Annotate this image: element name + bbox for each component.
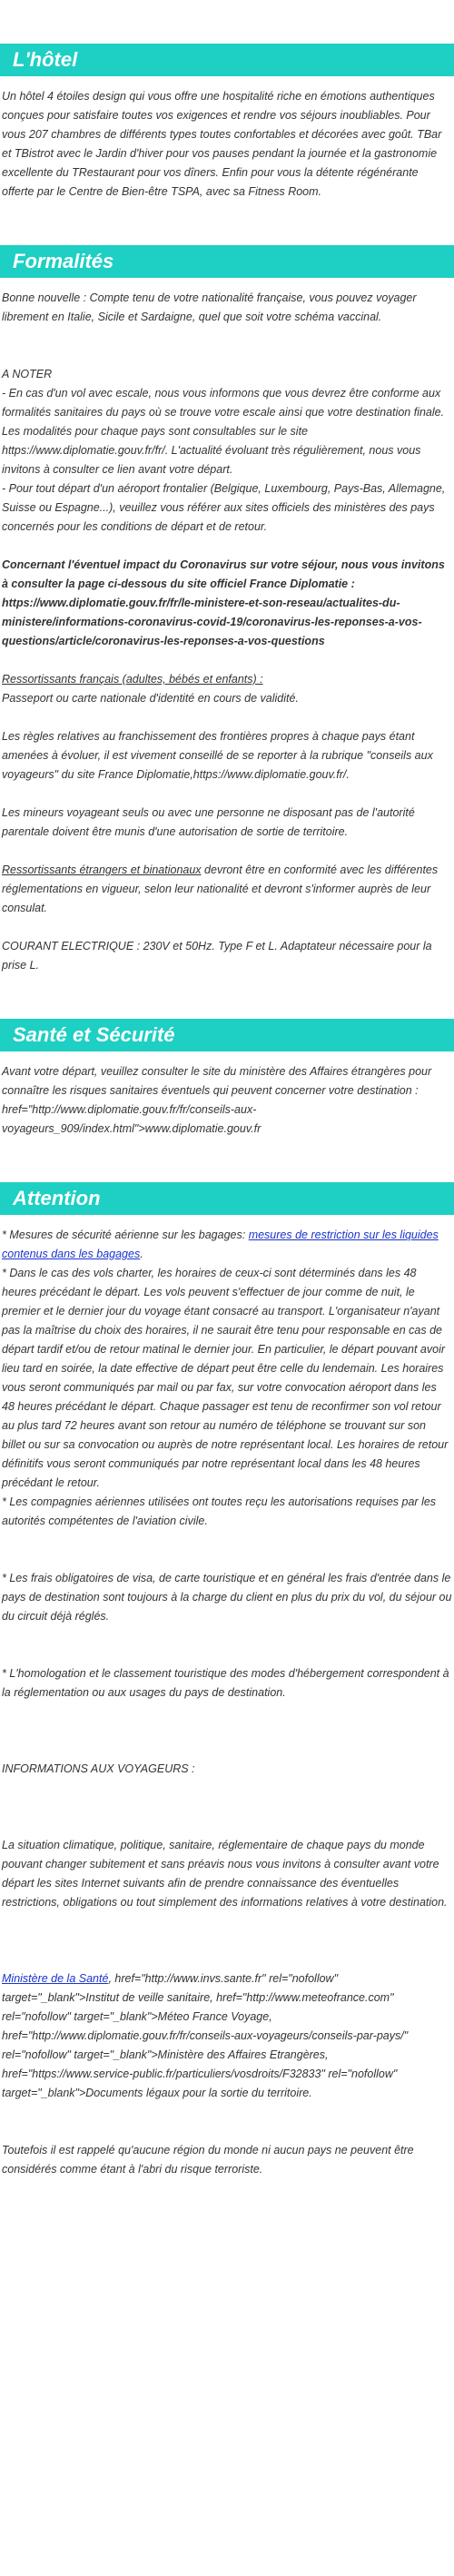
formalites-intro: Bonne nouvelle : Compte tenu de votre nationalité française, vous pouvez voyager librement en Italie, Sicile et Sardaigne, quel que soit votre schéma vaccinal. [2,291,417,323]
hotel-section [0,44,454,202]
ressortissants-etrangers-label: Ressortissants étrangers et binationaux [2,864,202,876]
situation-pays-notice: La situation climatique, politique, sanitaire, réglementaire de chaque pays du monde pouvant changer subitement et sans préavis nous vous invitons à consulter avant votre départ les sites Internet suivants afin de prendre connaissance des éventuelles restrictions, obligations ou tout simplement des informations relatives à votre destination. [2,1839,448,1909]
ressortissants-etrangers-text: devront être en conformité avec les différentes réglementations en vigueur, selon leur nationalité et devront s'informer auprès de leur consulat. [2,864,439,914]
hotel-description: Un hôtel 4 étoiles design qui vous offre une hospitalité riche en émotions authentiques conçues pour satisfaire toutes vos exigences et rendre vos séjours inoubliables. Pour vous 207 chambres de différents types toutes confortables et décorées avec goût. TBar et TBistrot avec le Jardin d'hiver pour vos pauses pendant la journée et la gastronomie excellente du TRestaurant pour vos dîners. Enfin pour vous la détente régénérante offerte par le Centre de Bien-être TSPA, avec sa Fitness Room. [2,90,442,198]
frais-visa-notice: * Les frais obligatoires de visa, de carte touristique et en général les frais d'entrée dans le pays de destination sont toujours à la charge du client en plus du prix du vol, du séjour ou du circuit déjà réglés. [2,1572,452,1623]
vols-charter-notice: * Dans le cas des vols charter, les horaires de ceux-ci sont déterminés dans les 48 heures précédant le départ. Les vols peuvent s'effectuer de jour comme de nuit, le premier et le dernier jour du voyage étant consacré au transport. L'organisateur n'ayant pas la maîtrise du choix des horaires, il ne saurait être tenu pour responsable en cas de départ tardif et/ou de retour matinal le dernier jour. En particulier, le départ pouvant avoir lieu tard en soirée, la date effective de départ peut être celle du lendemain. Les horaires vous seront communiqués par mail ou par fax, sur votre convocation aéroport dans les 48 heures précédant le départ. Chaque passager est tenu de reconfirmer son vol retour au plus tard 72 heures avant son retour au numéro de téléphone se trouvant sur son billet ou sur sa convocation ou auprès de notre représentant local. Les horaires de retour définitifs vous seront communiqués par notre représentant local dans les 48 heures précédant le retour. [2,1267,449,1489]
liens-utiles-text: , href="http://www.invs.sante.fr" rel="nofollow" target="_blank">Institut de veille sanitaire, href="http://www.meteofrance.com" rel="nofollow" target="_blank">Méteo France Voyage, href="http://www.diplomatie.gouv.fr/fr/conseils-aux-voyageurs/conseils-par-pays/" rel="nofollow" target="_blank">Ministère des Affaires Etrangères, href="https://www.service-public.fr/particuliers/vosdroits/F32833" rel="nofollow" target="_blank">Documents légaux pour la sortie du territoire. [2,1972,409,2099]
liens-utiles [2,1969,452,2103]
formalites-aeroport-frontalier: - Pour tout départ d'un aéroport frontalier (Belgique, Luxembourg, Pays-Bas, Allemagne, Suisse ou Espagne...), veuillez vous référer aux sites officiels des ministères des pays concernés pour les conditions de départ et de retour. [2,482,446,533]
sante-title: Santé et Sécurité [0,1019,454,1051]
informations-voyageurs-title: INFORMATIONS AUX VOYAGEURS : [2,1762,195,1775]
formalites-title: Formalités [0,245,454,278]
sante-text: Avant votre départ, veuillez consulter le site du ministère des Affaires étrangères pour connaître les risques sanitaires éventuels qui peuvent concerner votre destination : href="http://www.diplomatie.gouv.fr/fr/conseils-aux-voyageurs_909/index.html">www.diplomatie.gouv.fr [2,1065,432,1135]
sante-section [0,1019,454,1139]
formalites-escale: - En cas d'un vol avec escale, nous vous informons que vous devrez être conforme aux formalités sanitaires du pays où se trouve votre escale ainsi que votre destination finale. [2,387,445,419]
securite-bagages-suffix: . [140,1248,143,1260]
ressortissants-francais-text: Passeport ou carte nationale d'identité en cours de validité. [2,692,299,705]
sante-content [0,1062,454,1139]
formalites-section [0,245,454,975]
coronavirus-notice: Concernant l'éventuel impact du Coronavirus sur votre séjour, nous vous invitons à consulter la page ci-dessous du site officiel France Diplomatie : https://www.diplomatie.gouv.fr/fr/le-ministere-et-son-reseau/actualites-du-ministere/informations-coronavirus-covid-19/coronavirus-les-reponses-a-vos-questions/article/coronavirus-les-reponses-a-vos-questions [2,558,445,647]
formalites-content [0,289,454,975]
securite-bagages [2,1226,452,1264]
homologation-notice: * L'homologation et le classement touristique des modes d'hébergement correspondent à la réglementation ou aux usages du pays de destination. [2,1667,449,1699]
attention-section [0,1182,454,2179]
ressortissants-etrangers [2,861,452,918]
attention-content [0,1226,454,2179]
liquides-restriction-link[interactable]: mesures de restriction sur les liquides contenus dans les bagages [2,1229,439,1260]
page [0,44,454,2216]
risque-terroriste-notice: Toutefois il est rappelé qu'aucune région du monde ni aucun pays ne peuvent être considérés comme étant à l'abri du risque terroriste. [2,2144,414,2176]
securite-bagages-prefix: * Mesures de sécurité aérienne sur les bagages: [2,1229,249,1241]
frontieres-regles: Les règles relatives au franchissement des frontières propres à chaque pays étant amenées à évoluer, il est vivement conseillé de se reporter à la rubrique "conseils aux voyageurs" du site France Diplomatie,https://www.diplomatie.gouv.fr/. [2,730,433,781]
mineurs-notice: Les mineurs voyageant seuls ou avec une personne ne disposant pas de l'autorité parentale doivent être munis d'une autorisation de sortie de territoire. [2,806,415,838]
a-noter-label: A NOTER [2,368,53,380]
ressortissants-francais-label: Ressortissants français (adultes, bébés et enfants) : [2,673,263,686]
ministere-sante-link[interactable]: Ministère de la Santé [2,1972,109,1985]
attention-title: Attention [0,1182,454,1215]
formalites-modalites: Les modalités pour chaque pays sont consultables sur le site https://www.diplomatie.gouv.fr/fr/. L'actualité évoluant très régulièrement, nous vous invitons à consulter ce lien avant votre départ. [2,425,421,476]
courant-electrique: COURANT ELECTRIQUE : 230V et 50Hz. Type F et L. Adaptateur nécessaire pour la prise L. [2,940,432,972]
hotel-title: L'hôtel [0,44,454,76]
hotel-content [0,87,454,202]
compagnies-aeriennes-notice: * Les compagnies aériennes utilisées ont toutes reçu les autorisations requises par les autorités compétentes de l'aviation civile. [2,1495,437,1527]
